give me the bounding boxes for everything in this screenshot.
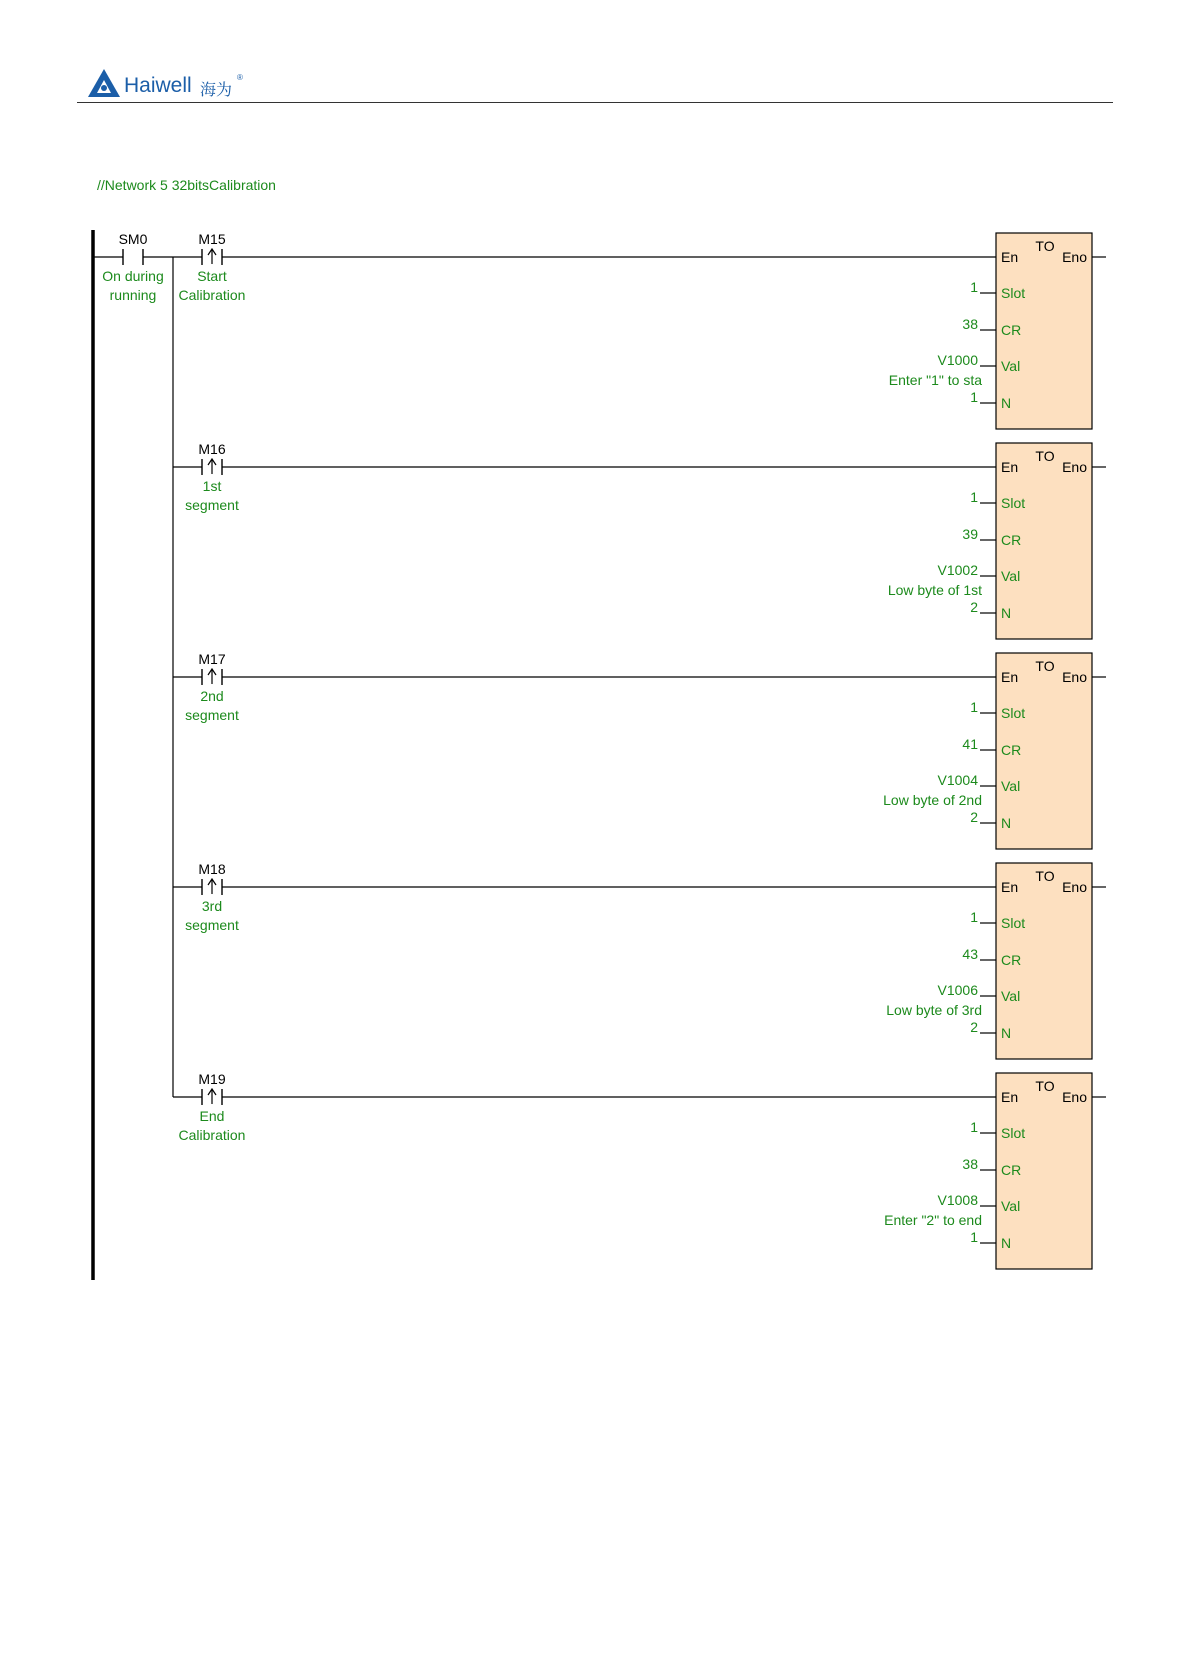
rung-1-pin-val-label: Val (1001, 358, 1021, 374)
rung-5-contact-address: M19 (198, 1071, 226, 1087)
registered-mark: ® (237, 73, 243, 82)
rung-5-contact-comment-2: Calibration (178, 1127, 246, 1143)
sm0-address: SM0 (118, 231, 148, 247)
rung-4-block-name: TO (1035, 868, 1055, 884)
rung-1-pin-eno: Eno (1062, 249, 1087, 265)
rung-2-contact-comment-2: segment (185, 497, 239, 513)
rung-5-pin-val-label: Val (1001, 1198, 1021, 1214)
rung-4-pin-en: En (1001, 879, 1019, 895)
sm0-comment-line-2: running (109, 287, 157, 303)
rung-3-pin-n-value: 2 (970, 809, 978, 825)
rung-5-pin-en: En (1001, 1089, 1019, 1105)
rung-1-contact-comment-1: Start (197, 268, 227, 284)
rung-2-pin-slot-value: 1 (970, 489, 978, 505)
rung-5-contact-comment-1: End (199, 1108, 225, 1124)
rung-1-pin-n-value: 1 (970, 389, 978, 405)
rung-4-pin-n-value: 2 (970, 1019, 978, 1035)
rung-5-pin-n-label: N (1001, 1235, 1012, 1251)
rung-3-val-comment: Low byte of 2nd (883, 792, 982, 808)
rung-2-pin-n-label: N (1001, 605, 1012, 621)
rung-2-pin-en: En (1001, 459, 1019, 475)
rung-3-pin-n-label: N (1001, 815, 1012, 831)
rung-5-pin-slot-label: Slot (1001, 1125, 1026, 1141)
rung-5-block-name: TO (1035, 1078, 1055, 1094)
rung-5-pin-cr-label: CR (1001, 1162, 1022, 1178)
rung-5-pin-n-value: 1 (970, 1229, 978, 1245)
rung-1-pin-cr-label: CR (1001, 322, 1022, 338)
rung-5-val-comment: Enter "2" to end (884, 1212, 982, 1228)
rung-3-contact-address: M17 (198, 651, 226, 667)
rung-3-pin-en: En (1001, 669, 1019, 685)
rung-1-val-comment: Enter "1" to sta (888, 372, 982, 388)
rung-1-pin-slot-label: Slot (1001, 285, 1026, 301)
rung-3-pin-cr-value: 41 (962, 736, 978, 752)
brand-name: Haiwell (124, 74, 192, 97)
rung-5-pin-val-value: V1008 (937, 1192, 978, 1208)
rung-3-contact-comment-2: segment (185, 707, 239, 723)
rung-4-pin-n-label: N (1001, 1025, 1012, 1041)
rung-3-pin-eno: Eno (1062, 669, 1087, 685)
rung-3-pin-val-label: Val (1001, 778, 1021, 794)
rung-4-pin-slot-label: Slot (1001, 915, 1026, 931)
network-comment: //Network 5 32bitsCalibration (97, 177, 276, 193)
rung-2-contact-comment-1: 1st (202, 478, 222, 494)
rung-2-pin-eno: Eno (1062, 459, 1087, 475)
rung-4-pin-val-label: Val (1001, 988, 1021, 1004)
rung-4-pin-val-value: V1006 (937, 982, 978, 998)
rung-5-pin-eno: Eno (1062, 1089, 1087, 1105)
rung-2-val-comment: Low byte of 1st (887, 582, 982, 598)
rung-4-pin-cr-value: 43 (962, 946, 978, 962)
rung-2-pin-val-label: Val (1001, 568, 1021, 584)
rung-1-pin-slot-value: 1 (970, 279, 978, 295)
rung-3-pin-cr-label: CR (1001, 742, 1022, 758)
rung-2-pin-slot-label: Slot (1001, 495, 1026, 511)
rung-1-block-name: TO (1035, 238, 1055, 254)
rung-5-pin-cr-value: 38 (962, 1156, 978, 1172)
rung-3-pin-slot-label: Slot (1001, 705, 1026, 721)
rung-1-pin-en: En (1001, 249, 1019, 265)
rung-2-contact-address: M16 (198, 441, 226, 457)
rung-1-pin-cr-value: 38 (962, 316, 978, 332)
rung-3-pin-slot-value: 1 (970, 699, 978, 715)
rung-4-contact-comment-1: 3rd (201, 898, 223, 914)
rung-4-val-comment: Low byte of 3rd (886, 1002, 982, 1018)
rung-4-pin-slot-value: 1 (970, 909, 978, 925)
sm0-comment-line-1: On during (102, 268, 164, 284)
rung-1-pin-val-value: V1000 (937, 352, 978, 368)
rung-4-pin-eno: Eno (1062, 879, 1087, 895)
rung-5-pin-slot-value: 1 (970, 1119, 978, 1135)
rung-1-contact-comment-2: Calibration (178, 287, 246, 303)
rung-2-pin-cr-value: 39 (962, 526, 978, 542)
rung-4-contact-comment-2: segment (185, 917, 239, 933)
brand-name-cn: 海为 (200, 80, 233, 99)
rung-3-pin-val-value: V1004 (937, 772, 978, 788)
rung-4-pin-cr-label: CR (1001, 952, 1022, 968)
rung-3-contact-comment-1: 2nd (200, 688, 224, 704)
rung-2-pin-n-value: 2 (970, 599, 978, 615)
rung-2-block-name: TO (1035, 448, 1055, 464)
rung-2-pin-val-value: V1002 (937, 562, 978, 578)
rung-4-contact-address: M18 (198, 861, 226, 877)
rung-1-pin-n-label: N (1001, 395, 1012, 411)
rung-2-pin-cr-label: CR (1001, 532, 1022, 548)
rung-1-contact-address: M15 (198, 231, 226, 247)
rung-3-block-name: TO (1035, 658, 1055, 674)
